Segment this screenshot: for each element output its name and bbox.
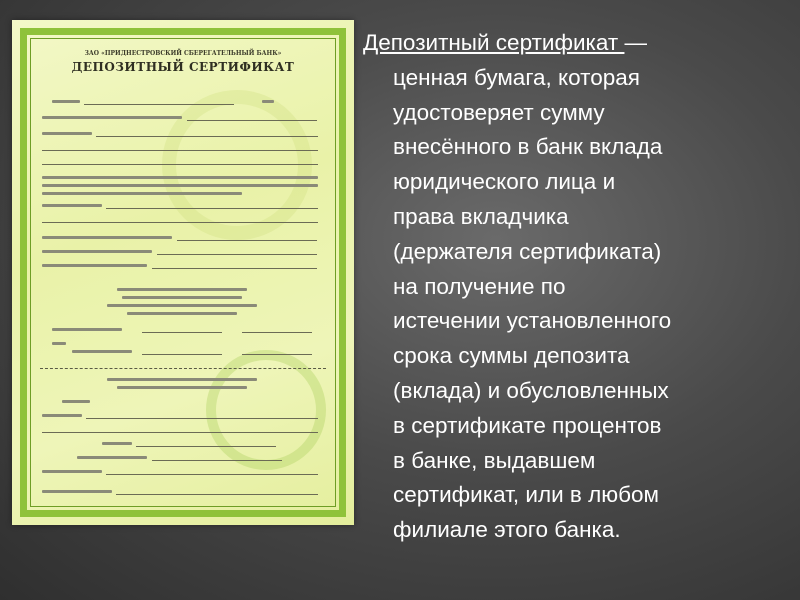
certificate-form-text	[42, 470, 102, 473]
certificate-form-line	[242, 354, 312, 355]
certificate-form-text	[42, 490, 112, 493]
definition-line: права вкладчика	[393, 203, 569, 229]
definition-term: Депозитный сертификат	[363, 30, 625, 55]
certificate-form-text	[42, 204, 102, 207]
certificate-form-line	[42, 432, 318, 433]
definition-line: истечении установленного	[393, 308, 672, 334]
definition-line: удостоверяет сумму	[393, 99, 605, 125]
certificate-form-text	[52, 342, 66, 345]
definition-line: срока суммы депозита	[393, 343, 630, 369]
certificate-inner-border	[30, 38, 336, 507]
certificate-form-text	[42, 116, 182, 119]
definition-line: в сертификате процентов	[393, 412, 662, 438]
definition-line: (держателя сертификата)	[393, 238, 662, 264]
certificate-form-text	[62, 400, 90, 403]
certificate-form-line	[187, 120, 317, 121]
definition-line: сертификат, или в любом	[393, 482, 660, 508]
definition-line: на получение по	[393, 273, 566, 299]
certificate-form-line	[106, 208, 318, 209]
certificate-form-text	[42, 264, 147, 267]
definition-text	[363, 26, 768, 548]
certificate-form-line	[136, 446, 276, 447]
certificate-form-text	[72, 350, 132, 353]
certificate-form-text	[102, 442, 132, 445]
definition-line: юридического лица и	[393, 169, 616, 195]
certificate-form-line	[84, 104, 234, 105]
certificate-form-line	[177, 240, 317, 241]
certificate-form-text	[42, 250, 152, 253]
certificate-form-text	[52, 328, 122, 331]
certificate-form-line	[42, 150, 318, 151]
certificate-form-line	[106, 474, 318, 475]
definition-line: (вклада) и обусловленных	[393, 377, 669, 403]
definition-dash: —	[624, 30, 647, 55]
certificate-image	[12, 20, 354, 525]
certificate-form-text	[107, 378, 257, 381]
certificate-form-text	[122, 296, 242, 299]
certificate-form-text	[117, 386, 247, 389]
definition-line: ценная бумага, которая	[393, 64, 640, 90]
certificate-form-line	[152, 268, 317, 269]
certificate-form-text	[42, 236, 172, 239]
definition-line: внесённого в банк вклада	[393, 134, 663, 160]
certificate-form-line	[152, 460, 282, 461]
certificate-form-line	[142, 354, 222, 355]
certificate-tear-line	[40, 368, 326, 369]
certificate-title: ДЕПОЗИТНЫЙ СЕРТИФИКАТ	[71, 60, 295, 74]
certificate-form-line	[157, 254, 317, 255]
definition-line: филиале этого банка.	[393, 517, 621, 543]
definition-first-line	[363, 26, 768, 61]
certificate-form-text	[107, 304, 257, 307]
certificate-form-text	[42, 176, 318, 179]
certificate-form-line	[116, 494, 318, 495]
certificate-form-text	[262, 100, 274, 103]
certificate-form-text	[42, 132, 92, 135]
definition-line: в банке, выдавшем	[393, 447, 596, 473]
certificate-form-line	[42, 164, 318, 165]
certificate-bank-name: ЗАО «ПРИДНЕСТРОВСКИЙ СБЕРЕГАТЕЛЬНЫЙ БАНК»	[84, 50, 282, 57]
certificate-form-line	[42, 222, 318, 223]
certificate-form-text	[42, 184, 318, 187]
certificate-form-line	[242, 332, 312, 333]
certificate-form-line	[86, 418, 318, 419]
certificate-form-text	[52, 100, 80, 103]
certificate-form-text	[42, 414, 82, 417]
certificate-form-line	[96, 136, 318, 137]
certificate-form-text	[77, 456, 147, 459]
certificate-form-text	[127, 312, 237, 315]
certificate-form-text	[42, 192, 242, 195]
certificate-form-text	[117, 288, 247, 291]
certificate-form-line	[142, 332, 222, 333]
